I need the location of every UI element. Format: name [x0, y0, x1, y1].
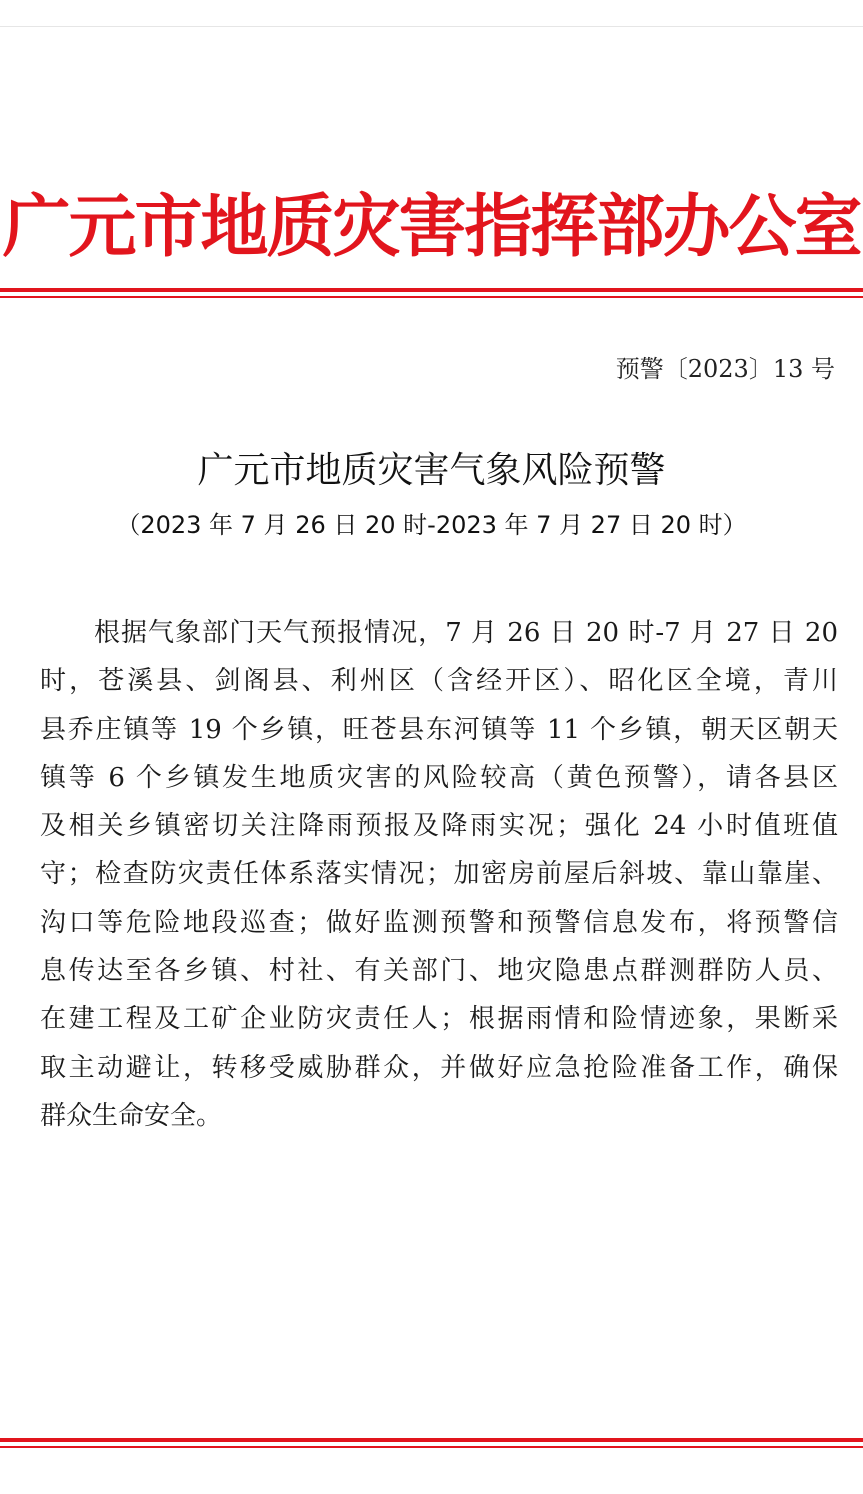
document-validity-period: （2023 年 7 月 26 日 20 时-2023 年 7 月 27 日 20 时）	[116, 511, 747, 539]
body-line: 取主动避让，转移受威胁群众，并做好应急抢险准备工作，确保	[40, 1052, 838, 1083]
body-line: 群众生命安全。	[40, 1100, 223, 1131]
page-top-edge	[0, 26, 863, 27]
body-line: 镇等 6 个乡镇发生地质灾害的风险较高（黄色预警），请各县区	[40, 762, 838, 793]
header-red-rule-thin	[0, 296, 863, 298]
body-line: 沟口等危险地段巡查；做好监测预警和预警信息发布，将预警信	[40, 907, 838, 938]
document-body	[40, 609, 838, 1140]
document-number: 预警〔2023〕13 号	[615, 355, 835, 383]
body-line: 县乔庄镇等 19 个乡镇，旺苍县东河镇等 11 个乡镇，朝天区朝天	[40, 714, 838, 745]
footer-red-rule-thin	[0, 1446, 863, 1448]
header-red-rule-thick	[0, 288, 863, 292]
body-line: 在建工程及工矿企业防灾责任人；根据雨情和险情迹象，果断采	[40, 1004, 838, 1035]
body-line: 息传达至各乡镇、村社、有关部门、地灾隐患点群测群防人员、	[40, 956, 838, 987]
document-header-title: 广元市地质灾害指挥部办公室	[2, 188, 861, 267]
body-line: 根据气象部门天气预报情况，7 月 26 日 20 时-7 月 27 日 20	[94, 618, 838, 648]
body-line: 守；检查防灾责任体系落实情况；加密房前屋后斜坡、靠山靠崖、	[40, 859, 838, 890]
body-line: 及相关乡镇密切关注降雨预报及降雨实况；强化 24 小时值班值	[40, 811, 838, 842]
footer-red-rule-thick	[0, 1438, 863, 1442]
document-title: 广元市地质灾害气象风险预警	[197, 450, 666, 491]
body-line: 时，苍溪县、剑阁县、利州区（含经开区）、昭化区全境，青川	[40, 666, 838, 697]
